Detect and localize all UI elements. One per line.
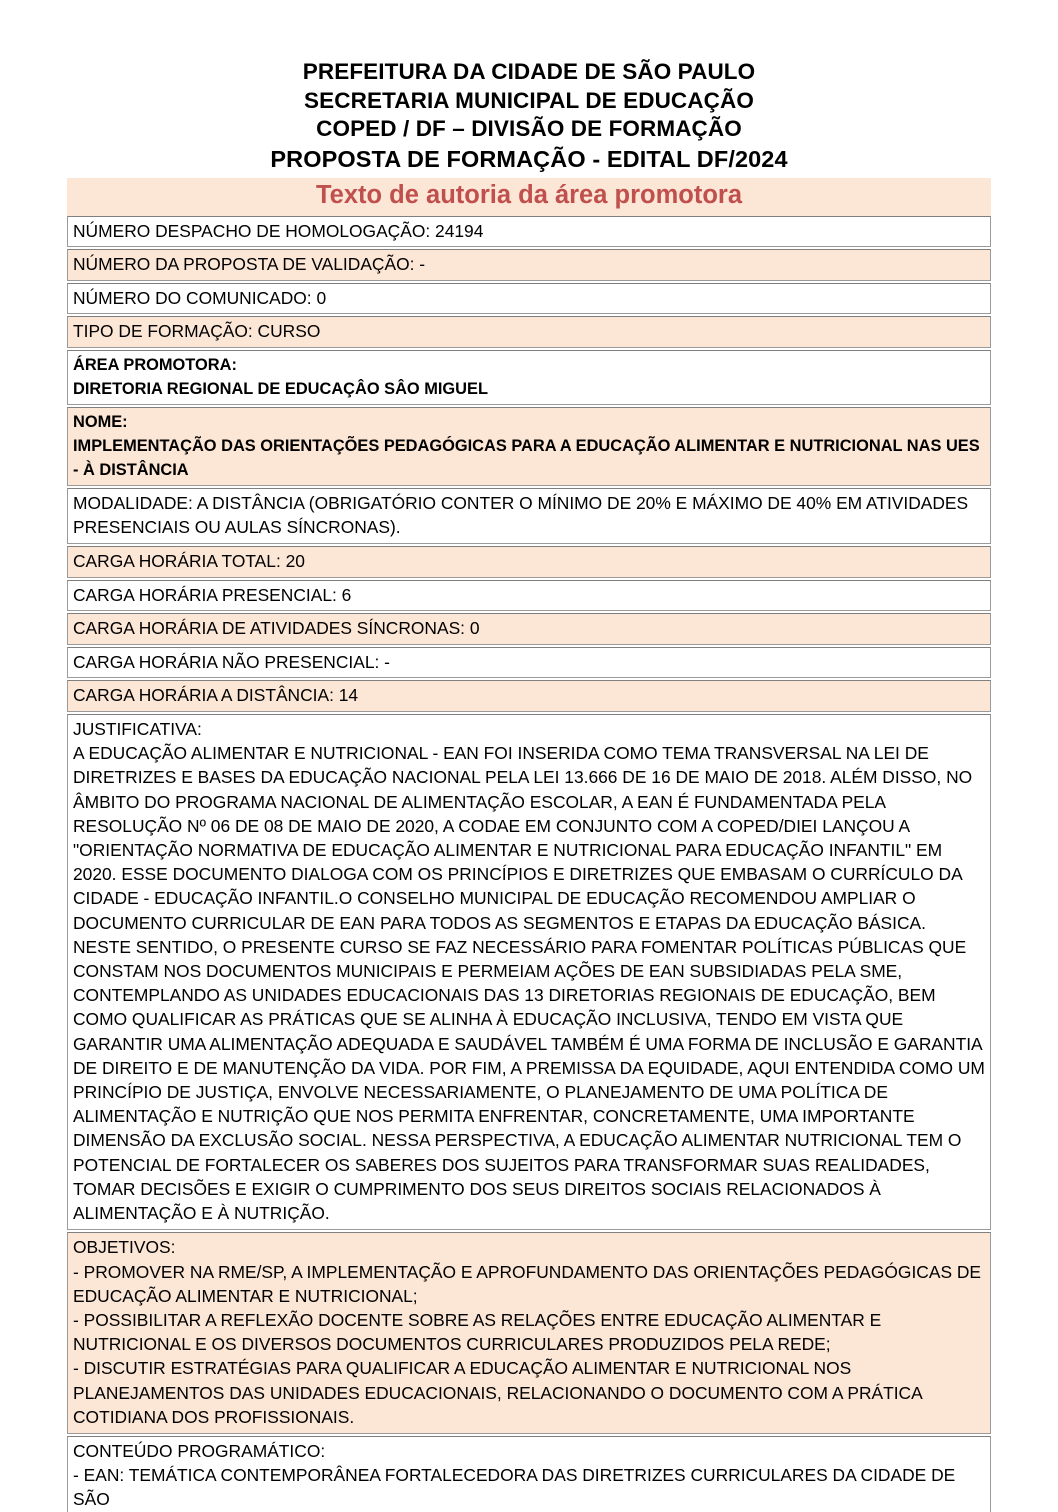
row-numero-proposta-validacao: [67, 249, 991, 281]
proposal-fields-table: [67, 216, 991, 1512]
row-carga-horaria-sincronas: [67, 613, 991, 645]
objetivo-item: - DISCUTIR ESTRATÉGIAS PARA QUALIFICAR A EDUCAÇÃO ALIMENTAR E NUTRICIONAL NOS PLANEJAMENTOS DAS UNIDADES EDUCACIONAIS, RELACIONANDO O DOCUMENTO COM A PRÁTICA COTIDIANA DOS PROFISSIONAIS.: [73, 1358, 922, 1427]
heading-line-proposta: PROPOSTA DE FORMAÇÃO - EDITAL DF/2024: [270, 145, 788, 172]
value-area-promotora: DIRETORIA REGIONAL DE EDUCAÇÂO SÂO MIGUEL: [73, 379, 488, 398]
label-objetivos: OBJETIVOS:: [73, 1237, 176, 1258]
row-carga-horaria-nao-presencial: [67, 647, 991, 679]
row-numero-despacho-homologacao: [67, 216, 991, 248]
row-nome: [67, 407, 991, 486]
text-justificativa: A EDUCAÇÃO ALIMENTAR E NUTRICIONAL - EAN FOI INSERIDA COMO TEMA TRANSVERSAL NA LEI DE DIRETRIZES E BASES DA EDUCAÇÃO NACIONAL PELA LEI 13.666 DE 16 DE MAIO DE 2018. ALÉM DISSO, NO ÂMBITO DO PROGRAMA NACIONAL DE ALIMENTAÇÃO ESCOLAR, A EAN É FUNDAMENTADA PELA RESOLUÇÃO Nº 06 DE 08 DE MAIO DE 2020, A CODAE EM CONJUNTO COM A COPED/DIEI LANÇOU A "ORIENTAÇÃO NORMATIVA DE EDUCAÇÃO ALIMENTAR E NUTRICIONAL PARA EDUCAÇÃO INFANTIL" EM 2020. ESSE DOCUMENTO DIALOGA COM OS PRINCÍPIOS E DIRETRIZES QUE EMBASAM O CURRÍCULO DA CIDADE - EDUCAÇÃO INFANTIL.O CONSELHO MUNICIPAL DE EDUCAÇÃO RECOMENDOU AMPLIAR O DOCUMENTO CURRICULAR DE EAN PARA TODOS AS SEGMENTOS E ETAPAS DA EDUCAÇÃO BÁSICA. NESTE SENTIDO, O PRESENTE CURSO SE FAZ NECESSÁRIO PARA FOMENTAR POLÍTICAS PÚBLICAS QUE CONSTAM NOS DOCUMENTOS MUNICIPAIS E PERMEIAM AÇÕES DE EAN SUBSIDIADAS PELA SME, CONTEMPLANDO AS UNIDADES EDUCACIONAIS DAS 13 DIRETORIAS REGIONAIS DE EDUCAÇÃO, BEM COMO QUALIFICAR AS PRÁTICAS QUE SE ALINHA À EDUCAÇÃO INCLUSIVA, TENDO EM VISTA QUE GARANTIR UMA ALIMENTAÇÃO ADEQUADA E SAUDÁVEL TAMBÉM É UMA FORMA DE INCLUSÃO E GARANTIA DE DIREITO E DE MANUTENÇÃO DA VIDA. POR FIM, A PREMISSA DA EQUIDADE, AQUI ENTENDIDA COMO UM PRINCÍPIO DE JUSTIÇA, ENVOLVE NECESSARIAMENTE, O PLANEJAMENTO DE UMA POLÍTICA DE ALIMENTAÇÃO E NUTRIÇÃO QUE NOS PERMITA ENFRENTAR, CONCRETAMENTE, UMA IMPORTANTE DIMENSÃO DA EXCLUSÃO SOCIAL. NESSA PERSPECTIVA, A EDUCAÇÃO ALIMENTAR NUTRICIONAL TEM O POTENCIAL DE FORTALECER OS SABERES DOS SUJEITOS PARA TRANSFORMAR SUAS REALIDADES, TOMAR DECISÕES E EXIGIR O CUMPRIMENTO DOS SEUS DIREITOS SOCIAIS RELACIONADOS À ALIMENTAÇÃO E À NUTRIÇÃO.: [73, 743, 985, 1224]
authorship-banner: [67, 178, 991, 216]
field-numero-despacho-homologacao: NÚMERO DESPACHO DE HOMOLOGAÇÃO: 24194: [73, 220, 484, 241]
row-area-promotora: [67, 350, 991, 405]
row-carga-horaria-distancia: [67, 680, 991, 712]
field-numero-proposta-validacao: NÚMERO DA PROPOSTA DE VALIDAÇÃO: -: [73, 254, 426, 275]
heading-line-coped: COPED / DF – DIVISÃO DE FORMAÇÃO: [316, 116, 742, 141]
field-carga-horaria-presencial: CARGA HORÁRIA PRESENCIAL: 6: [73, 584, 352, 605]
label-conteudo-programatico: CONTEÚDO PROGRAMÁTICO:: [73, 1440, 326, 1461]
label-nome: NOME:: [73, 412, 128, 431]
field-tipo-formacao: TIPO DE FORMAÇÃO: CURSO: [73, 321, 321, 342]
field-modalidade: MODALIDADE: A DISTÂNCIA (OBRIGATÓRIO CONTER O MÍNIMO DE 20% E MÁXIMO DE 40% EM ATIVIDADES PRESENCIAIS OU AULAS SÍNCRONAS).: [73, 492, 969, 538]
objetivo-item: - PROMOVER NA RME/SP, A IMPLEMENTAÇÃO E APROFUNDAMENTO DAS ORIENTAÇÕES PEDAGÓGICAS DE EDUCAÇÃO ALIMENTAR E NUTRICIONAL;: [73, 1261, 982, 1306]
label-area-promotora: ÁREA PROMOTORA:: [73, 355, 237, 374]
label-justificativa: JUSTIFICATIVA:: [73, 719, 202, 740]
row-modalidade: [67, 488, 991, 544]
field-numero-comunicado: NÚMERO DO COMUNICADO: 0: [73, 287, 327, 308]
authorship-banner-text: Texto de autoria da área promotora: [315, 180, 743, 209]
row-numero-comunicado: [67, 283, 991, 315]
heading-line-prefeitura: PREFEITURA DA CIDADE DE SÃO PAULO: [302, 59, 756, 84]
document-heading: [0, 0, 1058, 175]
heading-line-secretaria: SECRETARIA MUNICIPAL DE EDUCAÇÃO: [304, 87, 754, 113]
field-carga-horaria-sincronas: CARGA HORÁRIA DE ATIVIDADES SÍNCRONAS: 0: [73, 618, 480, 639]
field-carga-horaria-nao-presencial: CARGA HORÁRIA NÃO PRESENCIAL: -: [73, 651, 390, 672]
row-conteudo-programatico: [67, 1436, 991, 1512]
conteudo-item: - EAN: TEMÁTICA CONTEMPORÂNEA FORTALECEDORA DAS DIRETRIZES CURRICULARES DA CIDADE DE SÃO: [73, 1465, 956, 1510]
field-carga-horaria-distancia: CARGA HORÁRIA A DISTÂNCIA: 14: [73, 685, 359, 706]
value-nome: IMPLEMENTAÇÃO DAS ORIENTAÇÕES PEDAGÓGICAS PARA A EDUCAÇÃO ALIMENTAR E NUTRICIONAL NAS UES - À DISTÂNCIA: [73, 436, 980, 479]
row-carga-horaria-total: [67, 546, 991, 578]
objetivo-item: - POSSIBILITAR A REFLEXÃO DOCENTE SOBRE AS RELAÇÕES ENTRE EDUCAÇÃO ALIMENTAR E NUTRICIONAL E OS DIVERSOS DOCUMENTOS CURRICULARES PRODUZIDOS PELA REDE;: [73, 1309, 882, 1355]
row-carga-horaria-presencial: [67, 580, 991, 612]
row-objetivos: [67, 1232, 991, 1434]
row-tipo-formacao: [67, 316, 991, 348]
field-carga-horaria-total: CARGA HORÁRIA TOTAL: 20: [73, 551, 305, 572]
row-justificativa: [67, 714, 991, 1230]
